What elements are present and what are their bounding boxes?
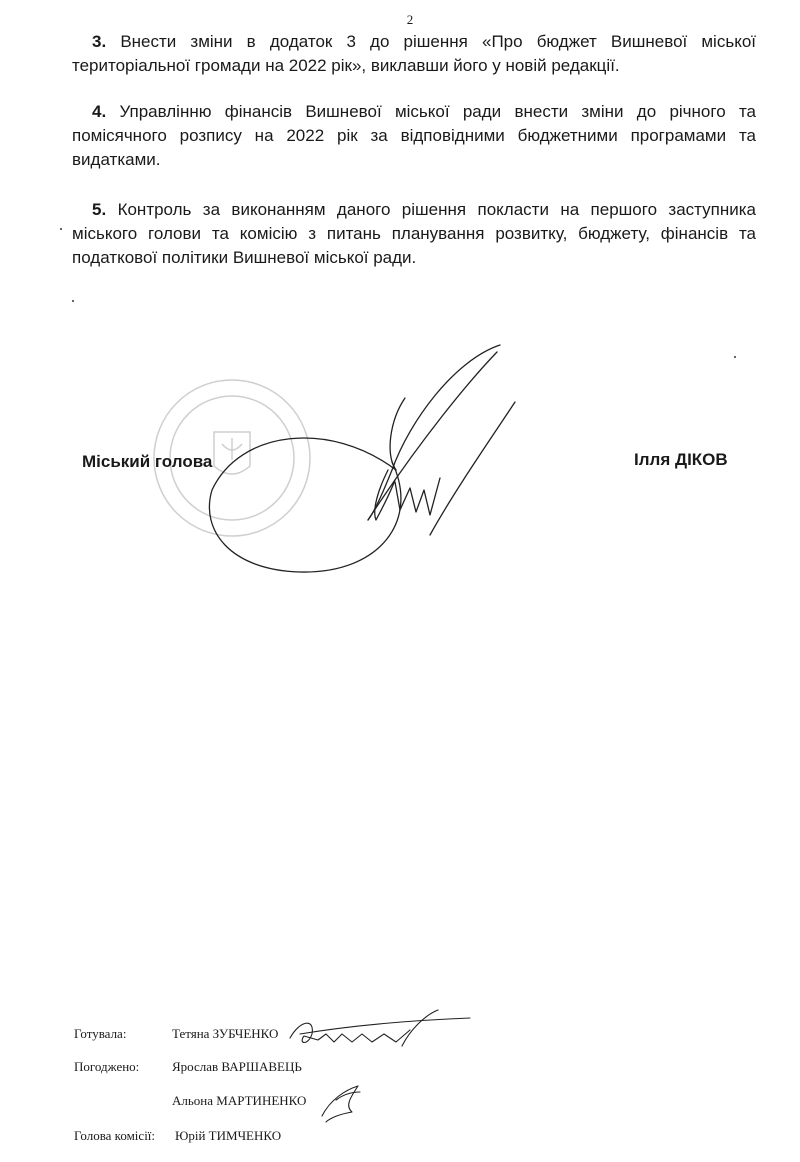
scan-speck — [72, 300, 74, 302]
paragraph-text: Внести зміни в додаток 3 до рішення «Про бюджет Вишневої міської територіальної громади на 2022 рік», виклавши його у новій редакції. — [72, 32, 756, 75]
scan-speck — [734, 356, 736, 358]
paragraph-number: 5. — [92, 200, 107, 219]
paragraph-4 — [72, 100, 756, 172]
scan-speck — [60, 228, 62, 230]
footer-agreed-row — [0, 1059, 800, 1077]
mayor-title: Міський голова — [82, 452, 213, 471]
page-number: 2 — [406, 12, 414, 27]
prepared-name: Тетяна ЗУБЧЕНКО — [172, 1026, 279, 1041]
committee-name: Юрій ТИМЧЕНКО — [175, 1128, 282, 1143]
committee-label: Голова комісії: — [74, 1128, 156, 1143]
footer-prepared-row — [0, 1026, 800, 1044]
paragraph-number: 4. — [92, 102, 107, 121]
paragraph-text: Управлінню фінансів Вишневої міської ради внести зміни до річного та помісячного розпису на 2022 рік за відповідними бюджетними програмами та видатками. — [72, 102, 756, 169]
paragraph-text: Контроль за виконанням даного рішення покласти на першого заступника міського голови та комісію з питань планування розвитку, бюджету, фінансів та податкової політики Вишневої міської ради. — [72, 200, 756, 267]
paragraph-5 — [72, 198, 756, 270]
paragraph-3 — [72, 30, 756, 78]
agreed-name-2: Альона МАРТИНЕНКО — [172, 1093, 307, 1108]
footer-agreed-row-2 — [0, 1093, 800, 1111]
agreed-label: Погоджено: — [74, 1059, 140, 1074]
footer-committee-row — [0, 1128, 800, 1146]
paragraph-number: 3. — [92, 32, 107, 51]
agreed-name-1: Ярослав ВАРШАВЕЦЬ — [172, 1059, 302, 1074]
prepared-label: Готувала: — [74, 1026, 127, 1041]
mayor-name: Ілля ДІКОВ — [634, 450, 728, 469]
